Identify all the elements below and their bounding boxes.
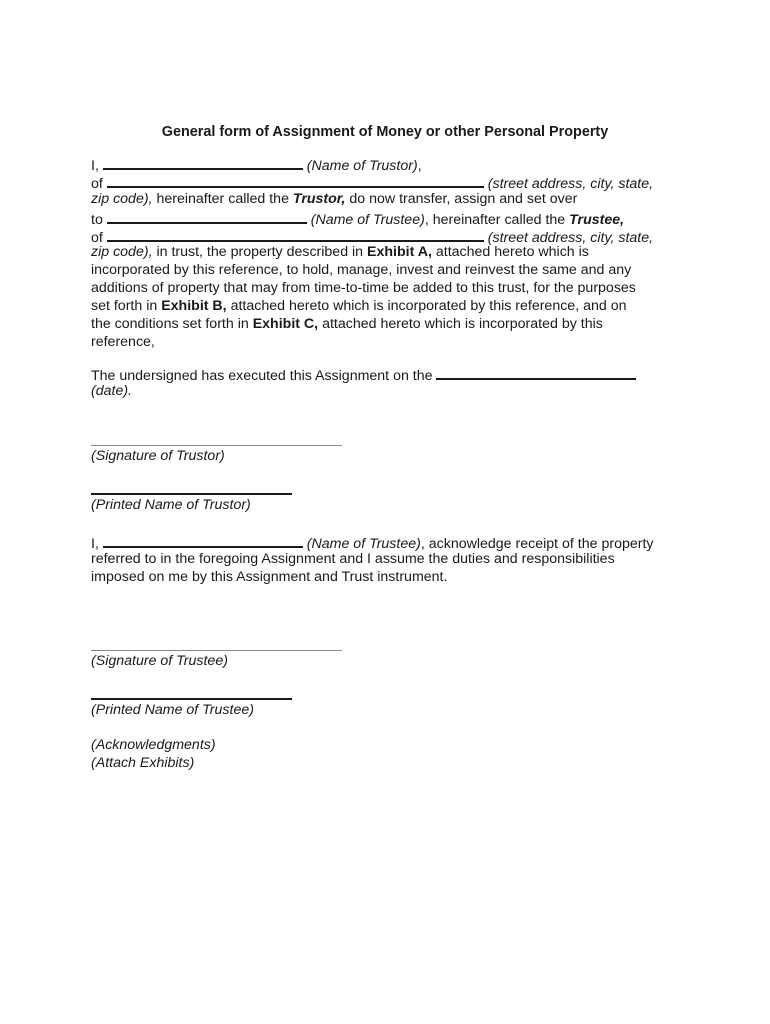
text-segment: , acknowledge receipt of the property (420, 536, 654, 552)
text-segment: (Name of Trustee) (306, 536, 421, 552)
text-segment: I, (91, 158, 99, 174)
para-line: reference, (91, 333, 155, 350)
text-segment: Trustor, (292, 190, 346, 207)
text-segment: the conditions set forth in (91, 316, 253, 333)
para-line: incorporated by this reference, to hold, manage, invest and reinvest the same and any (91, 262, 632, 279)
text-segment: Exhibit A, (367, 244, 432, 261)
trustor-signature-label: (Signature of Trustor) (91, 448, 225, 464)
acknowledgment-paragraph (91, 533, 681, 587)
trustor-address-blank (107, 173, 484, 188)
para-line (91, 316, 681, 334)
trustee-signature-line (91, 650, 342, 651)
para-line (91, 227, 681, 245)
text-segment: The undersigned has executed this Assignment on the (91, 368, 437, 384)
text-segment: attached hereto which is (431, 244, 589, 261)
text-segment: do now transfer, assign and set over (345, 190, 578, 207)
para-line (91, 155, 681, 173)
text-segment: to (91, 211, 103, 228)
attach-exhibits-note: (Attach Exhibits) (91, 755, 195, 771)
text-segment: attached hereto which is incorporated by this (318, 316, 603, 333)
para-line (91, 244, 681, 262)
text-segment: of (91, 175, 103, 192)
trustor-name-blank (103, 155, 303, 170)
trustee-printed-name-label: (Printed Name of Trustee) (91, 702, 254, 718)
acknowledgments-note: (Acknowledgments) (91, 737, 216, 753)
trustee-name-blank (107, 209, 307, 224)
para-line: referred to in the foregoing Assignment and I assume the duties and responsibilities (91, 550, 615, 567)
execution-paragraph (91, 365, 681, 401)
trustor-printed-name-label: (Printed Name of Trustor) (91, 497, 251, 513)
trustee-printed-name-line (91, 698, 292, 700)
assignment-paragraph (91, 155, 681, 352)
text-segment: zip code), (91, 244, 153, 261)
text-segment: in trust, the property described in (152, 244, 368, 261)
text-segment: (Name of Trustee) (310, 211, 425, 228)
para-line (91, 298, 681, 316)
text-segment: set forth in (91, 298, 162, 315)
date-blank (436, 365, 636, 380)
text-segment: Exhibit C, (252, 316, 319, 333)
para-line: (date). (91, 382, 133, 399)
text-segment: attached hereto which is incorporated by this reference, and on (226, 298, 627, 315)
para-line: imposed on me by this Assignment and Trust instrument. (91, 568, 448, 585)
para-line (91, 209, 681, 227)
text-segment: hereinafter called the (152, 190, 293, 207)
trustee-name-blank (103, 533, 303, 548)
text-segment: Exhibit B, (161, 298, 227, 315)
text-segment: , hereinafter called the (424, 211, 570, 228)
trustee-signature-label: (Signature of Trustee) (91, 653, 228, 669)
para-line (91, 365, 681, 383)
para-line (91, 173, 681, 191)
text-segment: (Name of Trustor) (306, 158, 418, 174)
text-segment: (street address, city, state, (487, 229, 654, 246)
trustor-printed-name-line (91, 493, 292, 495)
text-segment: (street address, city, state, (487, 175, 654, 192)
trustor-signature-line (91, 445, 342, 446)
document-title: General form of Assignment of Money or other Personal Property (161, 124, 609, 140)
text-segment: I, (91, 536, 99, 552)
para-line (91, 533, 681, 551)
text-segment: zip code), (91, 190, 153, 207)
para-line: additions of property that may from time-to-time be added to this trust, for the purposes (91, 280, 636, 297)
para-line (91, 191, 681, 209)
trustee-address-blank (107, 227, 484, 242)
text-segment: Trustee, (569, 211, 625, 228)
text-segment: of (91, 229, 103, 246)
text-segment: , (417, 158, 422, 174)
